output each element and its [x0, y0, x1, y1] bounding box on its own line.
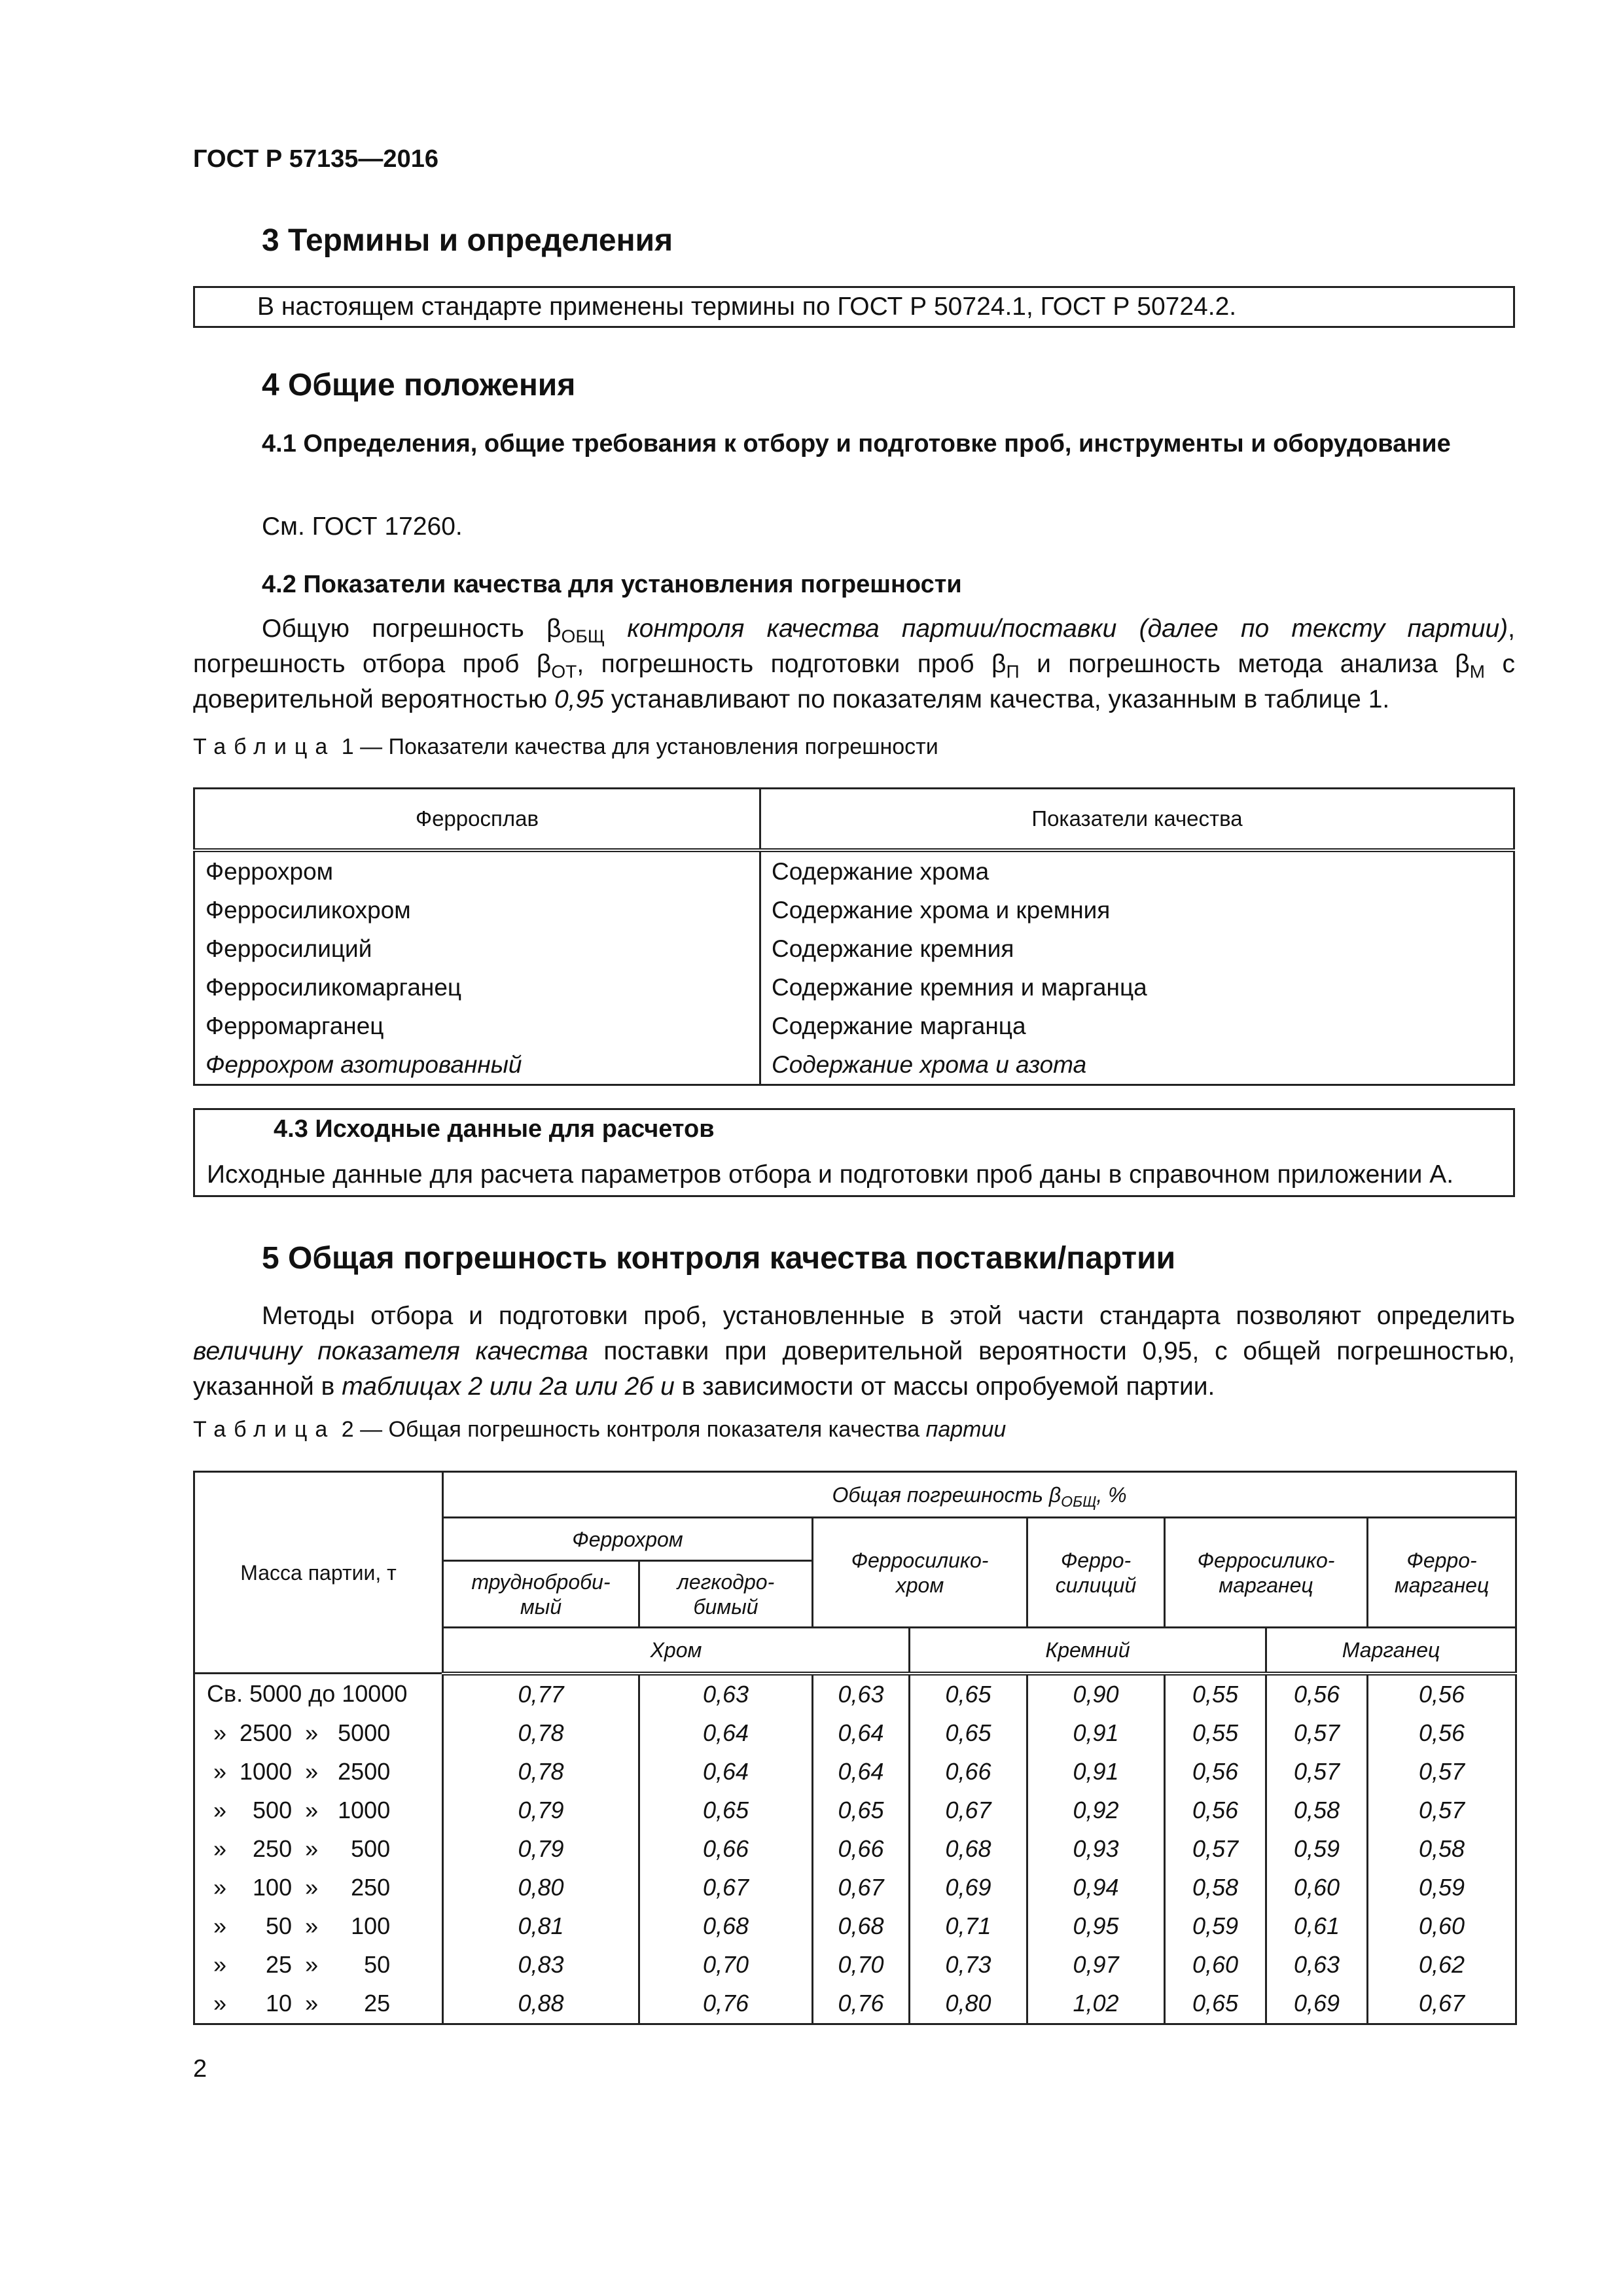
table-2-header-chrome: Хром [443, 1628, 910, 1674]
error-value-cell: 0,69 [910, 1869, 1027, 1907]
section-4-title: 4 Общие положения [262, 368, 576, 403]
error-value-cell: 0,56 [1165, 1791, 1266, 1830]
section-5-paragraph: Методы отбора и подготовки проб, установленные в этой части стандарта позволяют определить величину показателя качества поставки при доверительной вероятности 0,95, с общей погрешностью, указанной в таблицах 2 или 2а или 2б и в зависимости от массы опробуемой партии. [193, 1302, 1515, 1401]
error-value-cell: 0,68 [639, 1907, 813, 1946]
error-value-cell: 0,65 [813, 1791, 910, 1830]
error-value-cell: 0,63 [813, 1674, 910, 1714]
table-row [194, 1946, 1516, 1984]
table-cell: Ферросиликомарганец [194, 968, 760, 1007]
table-cell: Содержание хрома [760, 850, 1514, 891]
table-cell: Феррохром азотированный [194, 1045, 760, 1085]
error-value-cell: 0,70 [813, 1946, 910, 1984]
table-cell: Ферромарганец [194, 1007, 760, 1045]
table-cell: Ферросиликохром [194, 891, 760, 929]
mass-range-cell: » 10 » 25 [194, 1984, 443, 2024]
error-value-cell: 0,59 [1165, 1907, 1266, 1946]
mass-range-cell: » 500 » 1000 [194, 1791, 443, 1830]
table-1 [193, 787, 1515, 1086]
table-row [194, 1869, 1516, 1907]
error-value-cell: 0,71 [910, 1907, 1027, 1946]
table-1-header-quality: Показатели качества [760, 789, 1514, 851]
error-value-cell: 0,80 [910, 1984, 1027, 2024]
section-4-3-frame [193, 1108, 1515, 1197]
error-value-cell: 0,76 [639, 1984, 813, 2024]
error-value-cell: 0,67 [1368, 1984, 1516, 2024]
error-value-cell: 0,92 [1027, 1791, 1165, 1830]
table-1-header-ferroalloy: Ферросплав [194, 789, 760, 851]
error-value-cell: 0,63 [1266, 1946, 1368, 1984]
table-1-caption: Таблица 1 — Показатели качества для установления погрешности [193, 734, 938, 759]
table-row [194, 891, 1514, 929]
error-value-cell: 0,64 [639, 1753, 813, 1791]
section-3-title: 3 Термины и определения [262, 223, 673, 258]
error-value-cell: 0,64 [813, 1714, 910, 1753]
error-value-cell: 0,57 [1266, 1753, 1368, 1791]
error-value-cell: 0,79 [443, 1791, 639, 1830]
mass-range-cell: » 2500 » 5000 [194, 1714, 443, 1753]
mass-range-cell: » 50 » 100 [194, 1907, 443, 1946]
table-row [194, 850, 1514, 891]
error-value-cell: 0,70 [639, 1946, 813, 1984]
error-value-cell: 0,65 [910, 1674, 1027, 1714]
error-value-cell: 0,61 [1266, 1907, 1368, 1946]
table-row [194, 1714, 1516, 1753]
error-value-cell: 0,78 [443, 1753, 639, 1791]
error-value-cell: 0,57 [1266, 1714, 1368, 1753]
table-2-header-fesimn: Ферросилико- марганец [1165, 1518, 1368, 1628]
error-value-cell: 0,68 [910, 1830, 1027, 1869]
error-value-cell: 0,64 [813, 1753, 910, 1791]
error-value-cell: 0,63 [639, 1674, 813, 1714]
section-4-2-title: 4.2 Показатели качества для установления погрешности [262, 571, 962, 598]
error-value-cell: 0,58 [1165, 1869, 1266, 1907]
table-2-header-manganese: Марганец [1266, 1628, 1516, 1674]
mass-range-cell: » 250 » 500 [194, 1830, 443, 1869]
section-3-text: В настоящем стандарте применены термины по ГОСТ Р 50724.1, ГОСТ Р 50724.2. [257, 293, 1237, 321]
table-2-header-fesi: Ферро- силиций [1027, 1518, 1165, 1628]
error-value-cell: 0,68 [813, 1907, 910, 1946]
error-value-cell: 0,95 [1027, 1907, 1165, 1946]
error-value-cell: 0,57 [1368, 1753, 1516, 1791]
mass-range-cell: Св. 5000 до 10000 [194, 1674, 443, 1714]
table-row [194, 1907, 1516, 1946]
error-value-cell: 0,76 [813, 1984, 910, 2024]
error-value-cell: 0,62 [1368, 1946, 1516, 1984]
error-value-cell: 0,77 [443, 1674, 639, 1714]
section-4-1-text: См. ГОСТ 17260. [262, 512, 463, 541]
table-row [194, 968, 1514, 1007]
error-value-cell: 0,66 [639, 1830, 813, 1869]
mass-range-cell: » 100 » 250 [194, 1869, 443, 1907]
error-value-cell: 0,66 [813, 1830, 910, 1869]
error-value-cell: 0,57 [1368, 1791, 1516, 1830]
error-value-cell: 0,59 [1368, 1869, 1516, 1907]
section-4-3-title: 4.3 Исходные данные для расчетов [274, 1115, 715, 1143]
table-cell: Ферросилиций [194, 929, 760, 968]
error-value-cell: 0,73 [910, 1946, 1027, 1984]
table-row [194, 1753, 1516, 1791]
error-value-cell: 0,60 [1368, 1907, 1516, 1946]
error-value-cell: 0,58 [1368, 1830, 1516, 1869]
section-4-2-paragraph: Общую погрешность $\beta_{ОБЩ}$ контроля качества партии/поставки (далее по тексту партии), погрешность отбора проб $\beta_{ОТ}$, погрешность подготовки проб $\beta_П$ и погрешность метода анализа $\beta_М$ с доверительной вероятностью 0,95 устанавливают по показателям качества, указанным в таблице 1. [193, 615, 1515, 713]
error-value-cell: 0,69 [1266, 1984, 1368, 2024]
error-value-cell: 0,56 [1266, 1674, 1368, 1714]
table-2 [193, 1471, 1517, 2025]
error-value-cell: 0,65 [910, 1714, 1027, 1753]
error-value-cell: 0,64 [639, 1714, 813, 1753]
error-value-cell: 0,57 [1165, 1830, 1266, 1869]
error-value-cell: 0,56 [1368, 1674, 1516, 1714]
error-value-cell: 0,90 [1027, 1674, 1165, 1714]
section-3-frame [193, 286, 1515, 328]
table-cell: Содержание кремния [760, 929, 1514, 968]
table-row [194, 1791, 1516, 1830]
table-cell: Содержание хрома и кремния [760, 891, 1514, 929]
error-value-cell: 0,58 [1266, 1791, 1368, 1830]
table-2-header-easy: легкодро- бимый [639, 1561, 813, 1628]
table-2-caption: Таблица 2 — Общая погрешность контроля показателя качества партии [193, 1417, 1007, 1442]
table-2-header-hard: трудноброби- мый [443, 1561, 639, 1628]
error-value-cell: 0,79 [443, 1830, 639, 1869]
error-value-cell: 0,80 [443, 1869, 639, 1907]
error-value-cell: 0,60 [1165, 1946, 1266, 1984]
error-value-cell: 0,78 [443, 1714, 639, 1753]
mass-range-cell: » 1000 » 2500 [194, 1753, 443, 1791]
error-value-cell: 0,93 [1027, 1830, 1165, 1869]
table-cell: Содержание хрома и азота [760, 1045, 1514, 1085]
error-value-cell: 0,88 [443, 1984, 639, 2024]
table-row [194, 1007, 1514, 1045]
page-number: 2 [193, 2055, 207, 2083]
error-value-cell: 0,59 [1266, 1830, 1368, 1869]
table-2-header-fesicr: Ферросилико- хром [813, 1518, 1027, 1628]
error-value-cell: 0,65 [1165, 1984, 1266, 2024]
error-value-cell: 0,60 [1266, 1869, 1368, 1907]
error-value-cell: 0,55 [1165, 1674, 1266, 1714]
error-value-cell: 0,65 [639, 1791, 813, 1830]
error-value-cell: 0,56 [1165, 1753, 1266, 1791]
mass-range-cell: » 25 » 50 [194, 1946, 443, 1984]
table-2-header-ferrochrome: Феррохром [443, 1518, 813, 1561]
error-value-cell: 0,94 [1027, 1869, 1165, 1907]
table-row [194, 1045, 1514, 1085]
error-value-cell: 0,66 [910, 1753, 1027, 1791]
table-row [194, 1830, 1516, 1869]
error-value-cell: 0,91 [1027, 1714, 1165, 1753]
error-value-cell: 0,97 [1027, 1946, 1165, 1984]
table-2-header-silicon: Кремний [910, 1628, 1266, 1674]
error-value-cell: 0,91 [1027, 1753, 1165, 1791]
error-value-cell: 1,02 [1027, 1984, 1165, 2024]
table-row [194, 1674, 1516, 1714]
error-value-cell: 0,55 [1165, 1714, 1266, 1753]
section-4-3-text: Исходные данные для расчета параметров отбора и подготовки проб даны в справочном приложении А. [207, 1160, 1454, 1189]
section-4-1-title: 4.1 Определения, общие требования к отбору и подготовке проб, инструменты и оборудование [262, 430, 1451, 457]
table-2-header-total-error: Общая погрешность $\beta_{ОБЩ}$, % [443, 1472, 1516, 1518]
table-2-header-femn: Ферро- марганец [1368, 1518, 1516, 1628]
error-value-cell: 0,67 [910, 1791, 1027, 1830]
table-row [194, 929, 1514, 968]
table-cell: Содержание кремния и марганца [760, 968, 1514, 1007]
table-row [194, 1984, 1516, 2024]
table-cell: Феррохром [194, 850, 760, 891]
error-value-cell: 0,67 [639, 1869, 813, 1907]
section-5-title: 5 Общая погрешность контроля качества поставки/партии [262, 1241, 1176, 1276]
error-value-cell: 0,83 [443, 1946, 639, 1984]
table-2-header-mass: Масса партии, т [194, 1472, 443, 1674]
error-value-cell: 0,81 [443, 1907, 639, 1946]
error-value-cell: 0,67 [813, 1869, 910, 1907]
error-value-cell: 0,56 [1368, 1714, 1516, 1753]
document-header: ГОСТ Р 57135—2016 [193, 145, 438, 173]
table-cell: Содержание марганца [760, 1007, 1514, 1045]
